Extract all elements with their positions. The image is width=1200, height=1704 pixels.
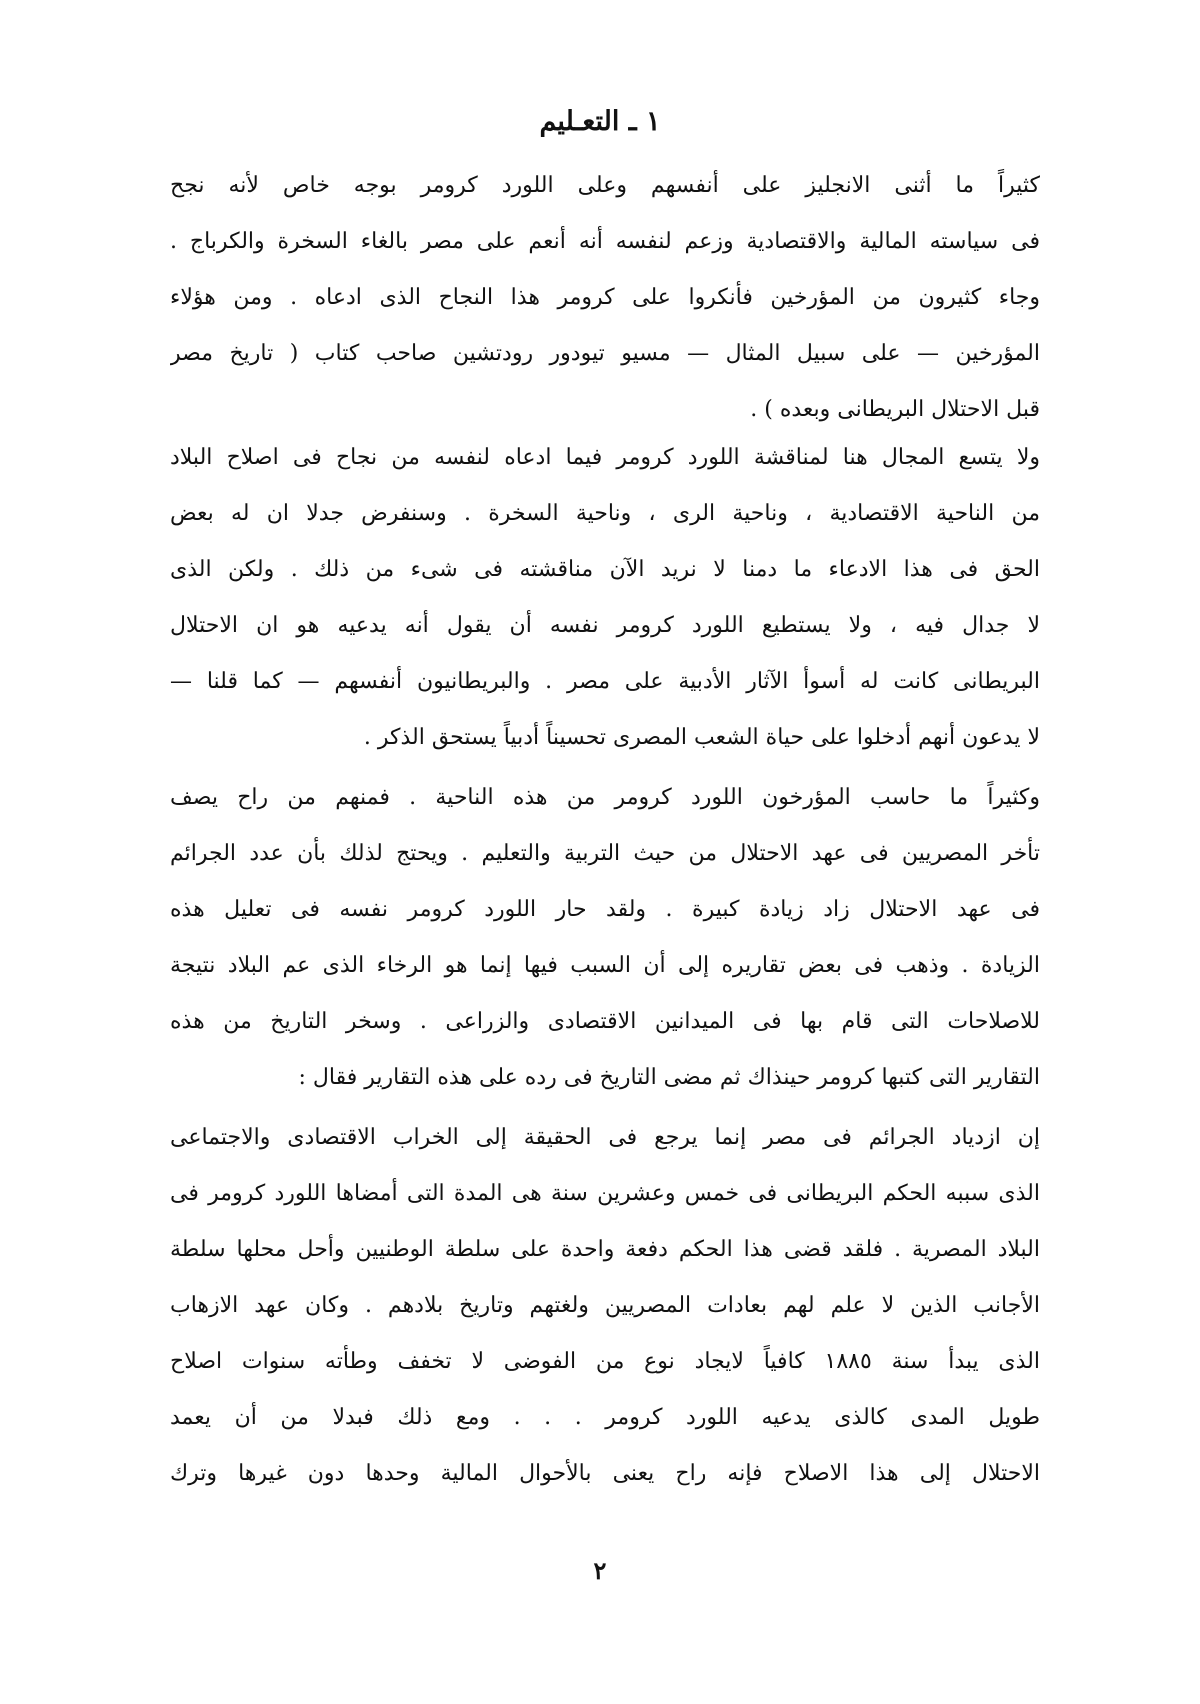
text-line: للاصلاحات التى قام بها فى الميدانين الاقتصادى والزراعى . وسخر التاريخ من هذه <box>170 1009 1040 1034</box>
paragraph-4 <box>170 1110 1040 1502</box>
text-line: التقارير التى كتبها كرومر حينذاك ثم مضى التاريخ فى رده على هذه التقارير فقال : <box>298 1065 1040 1090</box>
text-line: وكثيراً ما حاسب المؤرخون اللورد كرومر من هذه الناحية . فمنهم من راح يصف <box>170 785 1040 810</box>
text-line: طويل المدى كالذى يدعيه اللورد كرومر . . . ومع ذلك فبدلا من أن يعمد <box>170 1405 1040 1430</box>
text-line: إن ازدياد الجرائم فى مصر إنما يرجع فى الحقيقة إلى الخراب الاقتصادى والاجتماعى <box>170 1125 1040 1150</box>
text-line: قبل الاحتلال البريطانى وبعده ) . <box>750 397 1040 422</box>
section-heading: ١ ـ التعـليم <box>539 106 661 137</box>
text-line: كثيراً ما أثنى الانجليز على أنفسهم وعلى اللورد كرومر بوجه خاص لأنه نجح <box>170 173 1040 198</box>
text-line: الذى يبدأ سنة ١٨٨٥ كافياً لايجاد نوع من الفوضى لا تخفف وطأته سنوات اصلاح <box>170 1349 1040 1374</box>
text-line: الحق فى هذا الادعاء ما دمنا لا نريد الآن مناقشته فى شىء من ذلك . ولكن الذى <box>170 557 1040 582</box>
paragraph-3 <box>170 770 1040 1106</box>
text-line: وجاء كثيرون من المؤرخين فأنكروا على كرومر هذا النجاح الذى ادعاه . ومن هؤلاء <box>170 285 1040 310</box>
text-line: لا يدعون أنهم أدخلوا على حياة الشعب المصرى تحسيناً أدبياً يستحق الذكر . <box>363 725 1040 750</box>
text-line: لا جدال فيه ، ولا يستطيع اللورد كرومر نفسه أن يقول أنه يدعيه هو ان الاحتلال <box>170 613 1040 638</box>
page-number: ٢ <box>593 1556 607 1585</box>
text-line: فى سياسته المالية والاقتصادية وزعم لنفسه أنه أنعم على مصر بالغاء السخرة والكرباج . <box>170 229 1040 254</box>
text-line: الأجانب الذين لا علم لهم بعادات المصريين ولغتهم وتاريخ بلادهم . وكان عهد الازهاب <box>170 1293 1040 1318</box>
text-line: تأخر المصريين فى عهد الاحتلال من حيث التربية والتعليم . ويحتج لذلك بأن عدد الجرائم <box>170 841 1040 866</box>
paragraph-1 <box>170 158 1040 438</box>
paragraph-2 <box>170 430 1040 766</box>
text-line: الذى سببه الحكم البريطانى فى خمس وعشرين سنة هى المدة التى أمضاها اللورد كرومر فى <box>170 1181 1040 1206</box>
text-line: ولا يتسع المجال هنا لمناقشة اللورد كرومر فيما ادعاه لنفسه من نجاح فى اصلاح البلاد <box>170 445 1040 470</box>
text-line: البلاد المصرية . فلقد قضى هذا الحكم دفعة واحدة على سلطة الوطنيين وأحل محلها سلطة <box>170 1237 1040 1262</box>
text-line: الاحتلال إلى هذا الاصلاح فإنه راح يعنى بالأحوال المالية وحدها دون غيرها وترك <box>170 1461 1040 1486</box>
text-line: الزيادة . وذهب فى بعض تقاريره إلى أن السبب فيها إنما هو الرخاء الذى عم البلاد نتيجة <box>170 953 1040 978</box>
text-line: من الناحية الاقتصادية ، وناحية الرى ، وناحية السخرة . وسنفرض جدلا ان له بعض <box>170 501 1040 526</box>
text-line: فى عهد الاحتلال زاد زيادة كبيرة . ولقد حار اللورد كرومر نفسه فى تعليل هذه <box>170 897 1040 922</box>
text-line: المؤرخين — على سبيل المثال — مسيو تيودور رودتشين صاحب كتاب ( تاريخ مصر <box>170 341 1040 366</box>
text-line: البريطانى كانت له أسوأ الآثار الأدبية على مصر . والبريطانيون أنفسهم — كما قلنا — <box>170 669 1040 694</box>
